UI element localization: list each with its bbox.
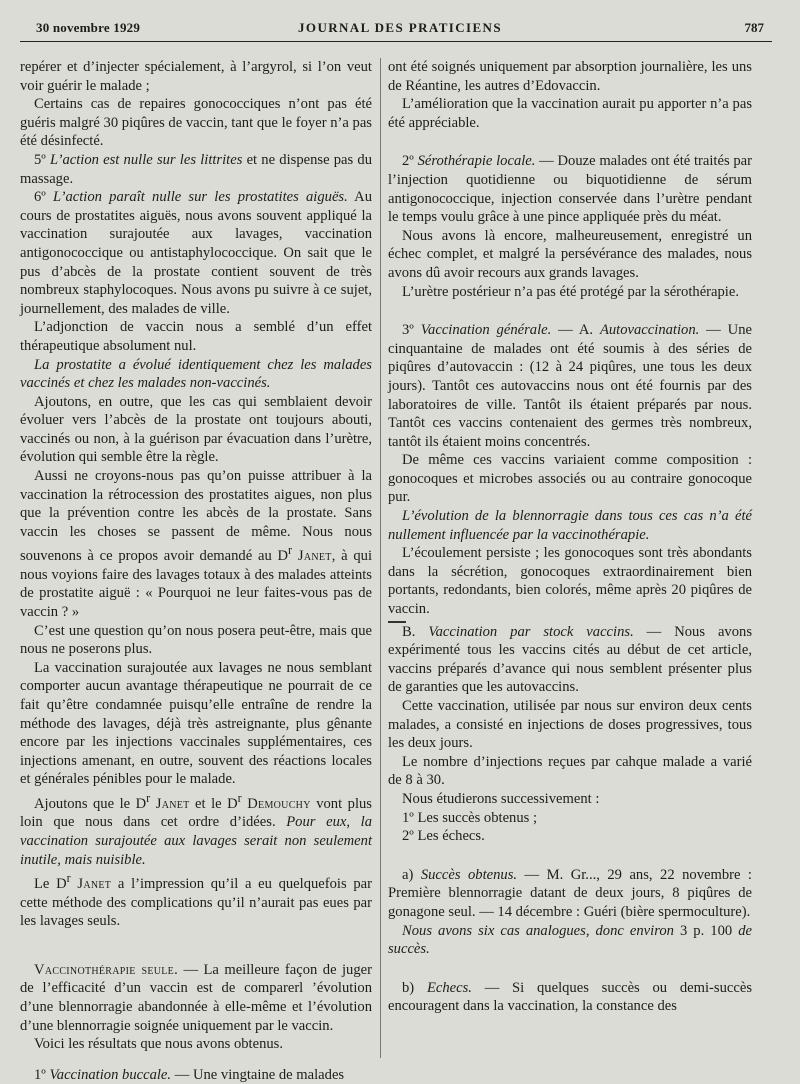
paragraph: Le nombre d’injections reçues par cahque malade a varié de 8 à 30. bbox=[388, 753, 752, 789]
item-number: 3º bbox=[402, 322, 414, 339]
list-item: 1º Les succès obtenus ; bbox=[402, 809, 538, 826]
paragraph: L’adjonction de vaccin nous a semblé d’un effet thérapeutique absolument nul. bbox=[20, 319, 372, 354]
paragraph: Nous étudierons successivement : bbox=[402, 790, 600, 807]
superscript: r bbox=[288, 543, 293, 558]
list-item: 2º Les échecs. bbox=[402, 828, 485, 845]
italic-heading: Succès obtenus. bbox=[420, 866, 518, 883]
paragraph bbox=[20, 869, 372, 931]
paragraph-text: a) bbox=[402, 866, 421, 883]
paragraph: C’est une question qu’on nous posera peut-être, mais que nous ne poserons plus. bbox=[20, 622, 372, 658]
paragraph: Cette vaccination, utilisée par nous sur environ deux cents malades, a consisté en injections de doses progressives, tous les deux jours. bbox=[388, 698, 752, 752]
paragraph-text: b) bbox=[402, 979, 427, 996]
italic-text: de succès. bbox=[388, 922, 752, 958]
paragraph: repérer et d’injecter spécialement, à l’argyrol, si l’on veut voir guérir le malade ; bbox=[20, 59, 372, 94]
paragraph bbox=[20, 151, 372, 188]
superscript: r bbox=[237, 791, 242, 806]
italic-conclusion: La prostatite a évolué identiquement chez les malades vaccinés et chez les malades non-vaccinés. bbox=[20, 356, 372, 392]
paragraph: Nous avons là encore, malheureusement, enregistré un échec complet, et malgré la persévérance des malades, nous avons dû avoir recours aux grands lavages. bbox=[388, 227, 752, 281]
item-number: 2º bbox=[402, 153, 414, 170]
paragraph-text: vont plus loin que nous dans cet ordre d’idées. bbox=[20, 795, 372, 831]
superscript: r bbox=[66, 871, 71, 886]
left-column bbox=[20, 58, 372, 1084]
paragraph-text: Le D bbox=[34, 876, 67, 893]
superscript: r bbox=[146, 791, 151, 806]
paragraph bbox=[20, 789, 372, 869]
italic-heading: Vaccination buccale. bbox=[49, 1066, 172, 1083]
item-number: 1º bbox=[34, 1066, 46, 1083]
paragraph-text: — Douze malades ont été traités par l’injection quotidienne ou biquotidienne de sérum antigonococcique, injection conservée dans l’urètre pendant le temps voulu grâce à une pince appliquée près du méat. bbox=[388, 153, 752, 226]
paragraph bbox=[20, 1066, 372, 1084]
paragraph bbox=[388, 623, 752, 697]
paragraph-text: 3 p. 100 bbox=[673, 922, 739, 939]
paragraph: Voici les résultats que nous avons obtenus. bbox=[34, 1036, 284, 1053]
paragraph bbox=[388, 321, 752, 451]
italic-heading: Vaccination par stock vaccins. bbox=[428, 623, 634, 640]
paragraph-text: — A. bbox=[551, 322, 600, 339]
paragraph bbox=[388, 507, 752, 544]
paragraph: De même ces vaccins variaient comme composition : gonocoques et microbes associés ou au contraire gonocoque pur. bbox=[388, 452, 752, 506]
author-name: Janet bbox=[297, 548, 332, 565]
paragraph bbox=[388, 979, 752, 1016]
paragraph-text: Aussi ne croyons-nous pas qu’on puisse attribuer à la vaccination la rétrocession des prostatites aigues, non plus que la prévention contre les abcès de la prostate. Sans vaccin les choses se passent de même. Nous nous souvenons à ce propos avoir demandé au D bbox=[20, 468, 372, 565]
italic-text: Nous avons six cas analogues, donc environ bbox=[402, 922, 674, 939]
italic-heading: L’action est nulle sur les littrites bbox=[50, 151, 243, 168]
item-number: 5º bbox=[34, 151, 46, 168]
paragraph bbox=[20, 356, 372, 393]
paragraph-text: — Nous avons expérimenté tous les vaccins cités au début de cet article, vaccins préparés d’avance qui nous semblent présenter plus de garanties que les autovaccins. bbox=[388, 623, 752, 696]
author-name: Demouchy bbox=[247, 795, 311, 812]
italic-heading: L’action paraît nulle sur les prostatites aiguës. bbox=[53, 189, 348, 206]
paragraph-text: — M. Gr..., 29 ans, 22 novembre : Première blennorragie datant de deux jours, 8 piqûres de gonagone seul. — 14 décembre : Guéri (bière spermoculture). bbox=[388, 866, 752, 920]
paragraph bbox=[388, 922, 752, 959]
paragraph-text: a l’impression qu’il a eu quelquefois par cette méthode des complications qu’il n’aurait pas eues par les lavages seuls. bbox=[20, 876, 372, 930]
spacer bbox=[388, 846, 752, 866]
section-paragraph bbox=[20, 961, 372, 1035]
author-name: Janet bbox=[155, 795, 190, 812]
italic-heading: Vaccination générale. bbox=[420, 322, 552, 339]
paragraph-text: Au cours de prostatites aiguës, nous avons souvent appliqué la vaccination surajoutée aux lavages, vaccination antigonococcique ou antistaphylococcique. On sait que le pus d’abcès de la prostate contient souvent de très nombreux staphylocoques. Nous avons pu suivre à ce sujet, journellement, des malades de ville. bbox=[20, 189, 372, 317]
paragraph-text: — Une cinquantaine de malades ont été soumis à des séries de piqûres d’autovaccin : (12 à 24 piqûres, une tous les deux jours). Tantôt ces autovaccins nous ont été fournis par des laboratoires de ville. Tantôt ils étaient préparés par nous. Tantôt ces vaccins contenaient des germes très nombreux, tantôt ils étaient moins concentrés. bbox=[388, 322, 752, 450]
paragraph-text: et le D bbox=[189, 795, 238, 812]
author-name: Janet bbox=[77, 876, 112, 893]
running-header bbox=[36, 18, 764, 40]
paragraph-text: — Une vingtaine de malades bbox=[171, 1066, 345, 1083]
paragraph: L’écoulement persiste ; les gonocoques sont très abondants dans la sécrétion, gonocoques extraordinairement bien portants, redondants, bien colorés, même après 20 piqûres de vaccin. bbox=[388, 545, 752, 618]
right-column bbox=[388, 58, 752, 1016]
paragraph-text: Ajoutons que le D bbox=[34, 795, 147, 812]
header-date: 30 novembre 1929 bbox=[36, 20, 141, 35]
header-rule bbox=[20, 41, 772, 42]
paragraph-text: — Si quelques succès ou demi-succès encouragent dans la vaccination, la constance des bbox=[388, 979, 752, 1015]
paragraph: Certains cas de repaires gonococciques n’ont pas été guéris malgré 30 piqûres de vaccin, tant que le foyer n’a pas été désinfecté. bbox=[20, 96, 372, 150]
paragraph: L’amélioration que la vaccination aurait pu apporter n’a pas été appréciable. bbox=[388, 96, 752, 131]
header-journal-title: JOURNAL DES PRATICIENS bbox=[298, 20, 502, 35]
section-title: Vaccinothérapie seule. bbox=[34, 961, 179, 978]
italic-heading: Sérothérapie locale. bbox=[417, 153, 536, 170]
italic-heading: Autovaccination. bbox=[599, 322, 700, 339]
paragraph bbox=[20, 467, 372, 622]
column-divider bbox=[380, 58, 381, 1058]
header-page-number: 787 bbox=[744, 20, 764, 35]
spacer bbox=[388, 959, 752, 979]
paragraph: L’urètre postérieur n’a pas été protégé par la sérothérapie. bbox=[402, 283, 739, 300]
paragraph-text: — La meilleure façon de juger de l’efficacité d’un vaccin est de comparerl ’évolution d’une blennorragie abandonnée à elle-même et l’évolution d’une blennorragie soignée uniquement par le vaccin. bbox=[20, 961, 372, 1034]
spacer bbox=[20, 931, 372, 961]
spacer bbox=[388, 301, 752, 321]
paragraph: Ajoutons, en outre, que les cas qui semblaient devoir évoluer vers l’abcès de la prostate ont toujours abouti, vaccinés ou non, à la guérison par évacuation dans l’urètre, évolution qui semble être la règle. bbox=[20, 393, 372, 466]
paragraph bbox=[388, 866, 752, 922]
paragraph bbox=[20, 188, 372, 318]
italic-text: Pour eux, la vaccination surajoutée aux lavages serait non seulement inutile, mais nuisible. bbox=[20, 814, 372, 868]
paragraph-text: et ne dispense pas du massage. bbox=[20, 151, 372, 187]
paragraph: La vaccination surajoutée aux lavages ne nous semblant comporter aucun avantage thérapeutique ne pourrait de ce fait qu’être condamnée puisqu’elle entraîne de rendre la méthode des lavages, déjà très astreignante, plus gênante encore par les injections vaccinales supplémentaires, ces injections amenant, en outre, souvent des réactions locales et générales pénibles pour le malade. bbox=[20, 659, 372, 788]
item-number: 6º bbox=[34, 189, 46, 206]
italic-heading: Echecs. bbox=[426, 979, 472, 996]
paragraph bbox=[388, 152, 752, 226]
italic-conclusion: L’évolution de la blennorragie dans tous ces cas n’a été nullement influencée par la vaccinothérapie. bbox=[388, 508, 752, 543]
paragraph: ont été soignés uniquement par absorption journalière, les uns de Réantine, les autres d’Edovaccin. bbox=[388, 59, 752, 94]
paragraph-text: B. bbox=[402, 623, 429, 640]
paragraph-text: , à qui nous voyions faire des lavages totaux à des malades atteints de prostatite aiguë : « Pourquoi ne leur faites-vous pas de vaccin ? » bbox=[20, 548, 373, 621]
spacer bbox=[20, 1054, 372, 1066]
spacer bbox=[388, 132, 752, 152]
